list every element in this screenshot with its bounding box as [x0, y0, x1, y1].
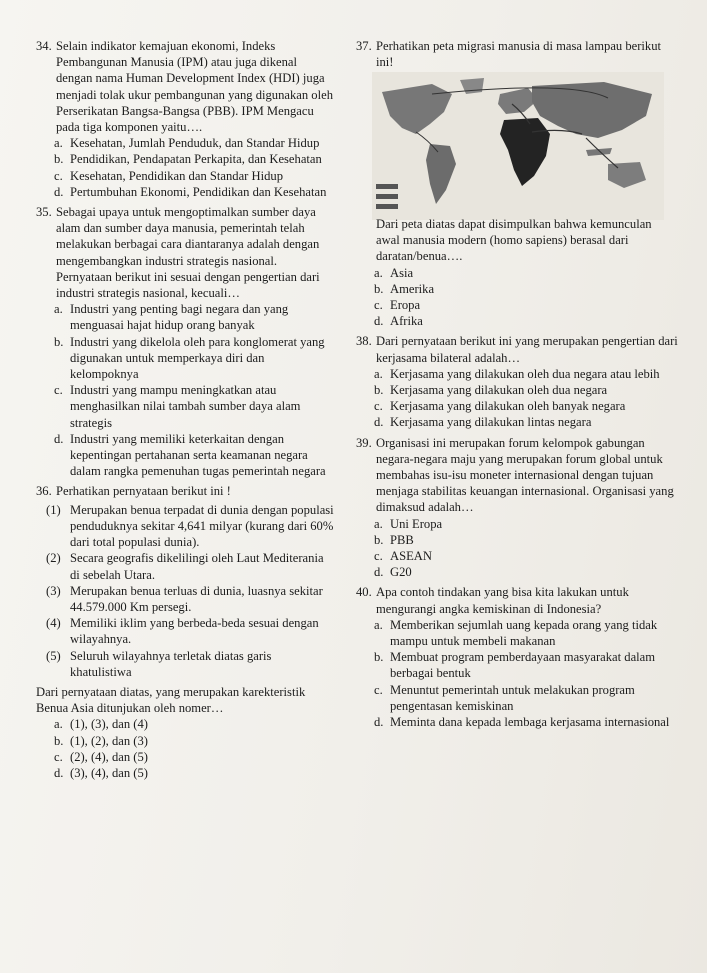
question-40	[356, 584, 678, 730]
option-d[interactable]: d. Afrika	[374, 314, 423, 329]
options-list	[356, 366, 678, 431]
question-stem: Perhatikan peta migrasi manusia di masa lampau berikut ini!	[376, 39, 662, 70]
option-b[interactable]: b. Membuat program pemberdayaan masyarakat dalam berbagai bentuk	[374, 650, 656, 681]
question-37	[356, 38, 678, 70]
question-prompt: Dari pernyataan diatas, yang merupakan karekteristik Benua Asia ditunjukan oleh nomer…	[36, 684, 306, 716]
option-c[interactable]: c. Industri yang mampu meningkatkan atau menghasilkan nilai tambah sumber daya alam strategis	[54, 383, 301, 430]
question-stem: Apa contoh tindakan yang bisa kita lakukan untuk mengurangi angka kemiskinan di Indonesia?	[376, 585, 629, 616]
left-column	[36, 38, 336, 785]
legend-swatch	[376, 194, 398, 199]
option-c[interactable]: c. ASEAN	[374, 549, 432, 564]
question-number: 39.	[356, 435, 372, 450]
question-stem: Dari pernyataan berikut ini yang merupakan pengertian dari kerjasama bilateral adalah…	[376, 334, 678, 365]
north-america-shape	[382, 84, 452, 134]
question-stem: Organisasi ini merupakan forum kelompok gabungan negara-negara maju yang merupakan forum global untuk membahas isu-isu moneter internasional dengan tujuan menjaga stabilitas keuangan internasional. Organisasi yang dimaksud adalah…	[376, 435, 674, 515]
option-c[interactable]: c. Menuntut pemerintah untuk melakukan program pengentasan kemiskinan	[374, 682, 635, 713]
options-list	[356, 265, 678, 330]
statement-4: (4) Memiliki iklim yang berbeda-beda sesuai dengan wilayahnya.	[46, 616, 319, 647]
question-36	[36, 483, 336, 781]
option-b[interactable]: b. (1), (2), dan (3)	[54, 733, 148, 748]
south-america-shape	[426, 144, 456, 204]
option-a[interactable]: a. Memberikan sejumlah uang kepada orang yang tidak mampu untuk membeli makanan	[374, 617, 658, 649]
options-list	[356, 516, 678, 581]
option-a[interactable]: a. Asia	[374, 265, 414, 280]
options-list	[356, 617, 678, 730]
options-list	[36, 135, 336, 200]
question-39	[356, 435, 678, 581]
africa-shape	[500, 118, 550, 186]
legend-swatch	[376, 184, 398, 189]
statement-3: (3) Merupakan benua terluas di dunia, luasnya sekitar 44.579.000 Km persegi.	[46, 583, 323, 614]
option-d[interactable]: d. G20	[374, 565, 412, 580]
option-a[interactable]: a. Uni Eropa	[374, 516, 443, 531]
question-35	[36, 204, 336, 479]
option-a[interactable]: a. (1), (3), dan (4)	[54, 717, 148, 732]
option-a[interactable]: a. Kerjasama yang dilakukan oleh dua negara atau lebih	[374, 366, 660, 381]
question-37-continued	[356, 216, 678, 329]
legend-swatch	[376, 204, 398, 209]
option-c[interactable]: c. Eropa	[374, 298, 421, 313]
option-b[interactable]: b. Industri yang dikelola oleh para konglomerat yang digunakan untuk memperkaya diri dan kelompoknya	[54, 334, 325, 382]
option-d[interactable]: d. Pertumbuhan Ekonomi, Pendidikan dan Kesehatan	[54, 184, 327, 199]
australia-shape	[608, 162, 646, 188]
option-c[interactable]: c. Kerjasama yang dilakukan oleh banyak negara	[374, 399, 626, 414]
option-d[interactable]: d. Kerjasama yang dilakukan lintas negara	[374, 415, 592, 430]
option-b[interactable]: b. Pendidikan, Pendapatan Perkapita, dan Kesehatan	[54, 152, 322, 167]
option-d[interactable]: d. Industri yang memiliki keterkaitan dengan kepentingan pertahanan serta keamanan negara dalam rangka pemenuhan tugas pemerintah negara	[54, 431, 326, 479]
question-number: 40.	[356, 585, 372, 600]
option-b[interactable]: b. PBB	[374, 532, 414, 547]
right-column-lower	[356, 216, 678, 734]
option-c[interactable]: c. Kesehatan, Pendidikan dan Standar Hidup	[54, 168, 283, 183]
question-stem: Sebagai upaya untuk mengoptimalkan sumber daya alam dan sumber daya manusia, pemerintah telah melakukan berbagai cara diantaranya adalah dengan mengembangkan industri strategis nasional. Pernyataan berikut ini sesuai dengan pengertian dari industri strategis nasional, kecuali…	[56, 205, 320, 301]
option-d[interactable]: d. (3), (4), dan (5)	[54, 765, 148, 780]
question-number: 38.	[356, 334, 372, 349]
question-34	[36, 38, 336, 200]
option-c[interactable]: c. (2), (4), dan (5)	[54, 749, 148, 764]
question-stem: Selain indikator kemajuan ekonomi, Indeks Pembangunan Manusia (IPM) atau juga dikenal dengan nama Human Development Index (HDI) juga menjadi tolak ukur pembangunan yang digunakan oleh Perserikatan Bangsa-Bangsa (PBB). IPM Mengacu pada tiga komponen yaitu….	[56, 39, 333, 135]
option-b[interactable]: b. Kerjasama yang dilakukan oleh dua negara	[374, 383, 608, 398]
option-b[interactable]: b. Amerika	[374, 281, 435, 296]
option-a[interactable]: a. Kesehatan, Jumlah Penduduk, dan Standar Hidup	[54, 136, 320, 151]
option-a[interactable]: a. Industri yang penting bagi negara dan yang menguasai hajat hidup orang banyak	[54, 302, 289, 333]
right-column	[356, 38, 678, 74]
statements-list	[36, 502, 336, 680]
question-prompt: Dari peta diatas dapat disimpulkan bahwa kemunculan awal manusia modern (homo sapiens) berasal dari daratan/benua….	[376, 217, 652, 264]
question-stem: Perhatikan pernyataan berikut ini !	[56, 484, 231, 499]
question-number: 36.	[36, 484, 52, 499]
indonesia-shape	[586, 148, 612, 156]
asia-shape	[532, 82, 652, 138]
options-list	[36, 301, 336, 479]
question-number: 35.	[36, 205, 52, 220]
statement-1: (1) Merupakan benua terpadat di dunia dengan populasi penduduknya sekitar 4,641 milyar (kurang dari 60% dari total populasi dunia).	[46, 502, 334, 550]
options-list	[36, 716, 336, 781]
world-map-icon	[372, 72, 664, 220]
option-d[interactable]: d. Meminta dana kepada lembaga kerjasama internasional	[374, 715, 670, 730]
statement-2: (2) Secara geografis dikelilingi oleh Laut Mediterania di sebelah Utara.	[46, 551, 324, 582]
migration-map	[372, 72, 664, 220]
question-38	[356, 333, 678, 430]
question-number: 37.	[356, 39, 372, 53]
question-number: 34.	[36, 39, 52, 53]
statement-5: (5) Seluruh wilayahnya terletak diatas garis khatulistiwa	[46, 648, 272, 679]
